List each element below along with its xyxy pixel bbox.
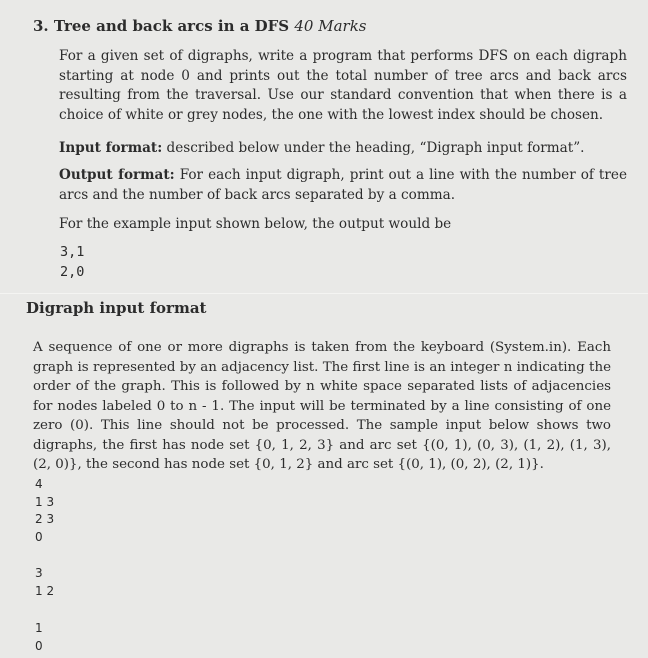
input-format-label: Input format:	[59, 140, 163, 156]
section-divider	[0, 293, 648, 294]
question-title: 3. Tree and back arcs in a DFS	[33, 17, 290, 35]
sample-input-line: 1 2	[35, 583, 55, 598]
question-marks: 40 Marks	[294, 17, 367, 35]
question-heading	[33, 17, 367, 35]
sample-input-line: 1 3	[35, 494, 55, 509]
sample-input-line: 2 3	[35, 512, 55, 526]
example-lead: For the example input shown below, the output would be	[59, 216, 452, 232]
output-format-line	[59, 166, 627, 205]
sample-input	[35, 476, 54, 546]
digraph-description: A sequence of one or more digraphs is taken from the keyboard (System.in). Each graph is represented by an adjacency list. The first line is an integer n indicating the order of the graph. This is followed by n white space separated lists of adjacencies for nodes labeled 0 to n - 1. The input will be terminated by a line consisting of one zero (0). This line should not be processed. The sample input below shows two digraphs, the first has node set {0, 1, 2, 3} and arc set {(0, 1), (0, 3), (1, 2), (1, 3), (2, 0)}, the second has node set {0, 1, 2} and arc set {(0, 1), (0, 2), (2, 1)}.	[33, 340, 611, 472]
sample-input-line: 1	[35, 621, 43, 635]
sample-input-line: 4	[35, 477, 43, 491]
sample-input-terminator	[35, 620, 43, 655]
output-format-label: Output format:	[59, 167, 175, 183]
sample-input-line: 3	[35, 566, 43, 580]
section-title: Digraph input format	[26, 299, 207, 317]
example-output-line: 3,1	[60, 244, 85, 260]
question-intro: For a given set of digraphs, write a program that performs DFS on each digraph starting at node 0 and prints out the total number of tree arcs and back arcs resulting from the traversal. Use our standard convention that when there is a choice of white or grey nodes, the one with the lowest index should be chosen.	[59, 48, 627, 123]
output-format-text: For each input digraph, print out a line with the number of tree arcs and the number of back arcs separated by a comma.	[59, 167, 627, 203]
example-output	[60, 242, 84, 282]
example-output-line: 2,0	[60, 264, 85, 280]
sample-input-line: 0	[35, 529, 43, 544]
input-format-text: described below under the heading, “Digraph input format”.	[166, 140, 585, 156]
sample-input-second	[35, 565, 54, 600]
input-format-line	[59, 139, 627, 159]
sample-input-line: 0	[35, 638, 43, 653]
